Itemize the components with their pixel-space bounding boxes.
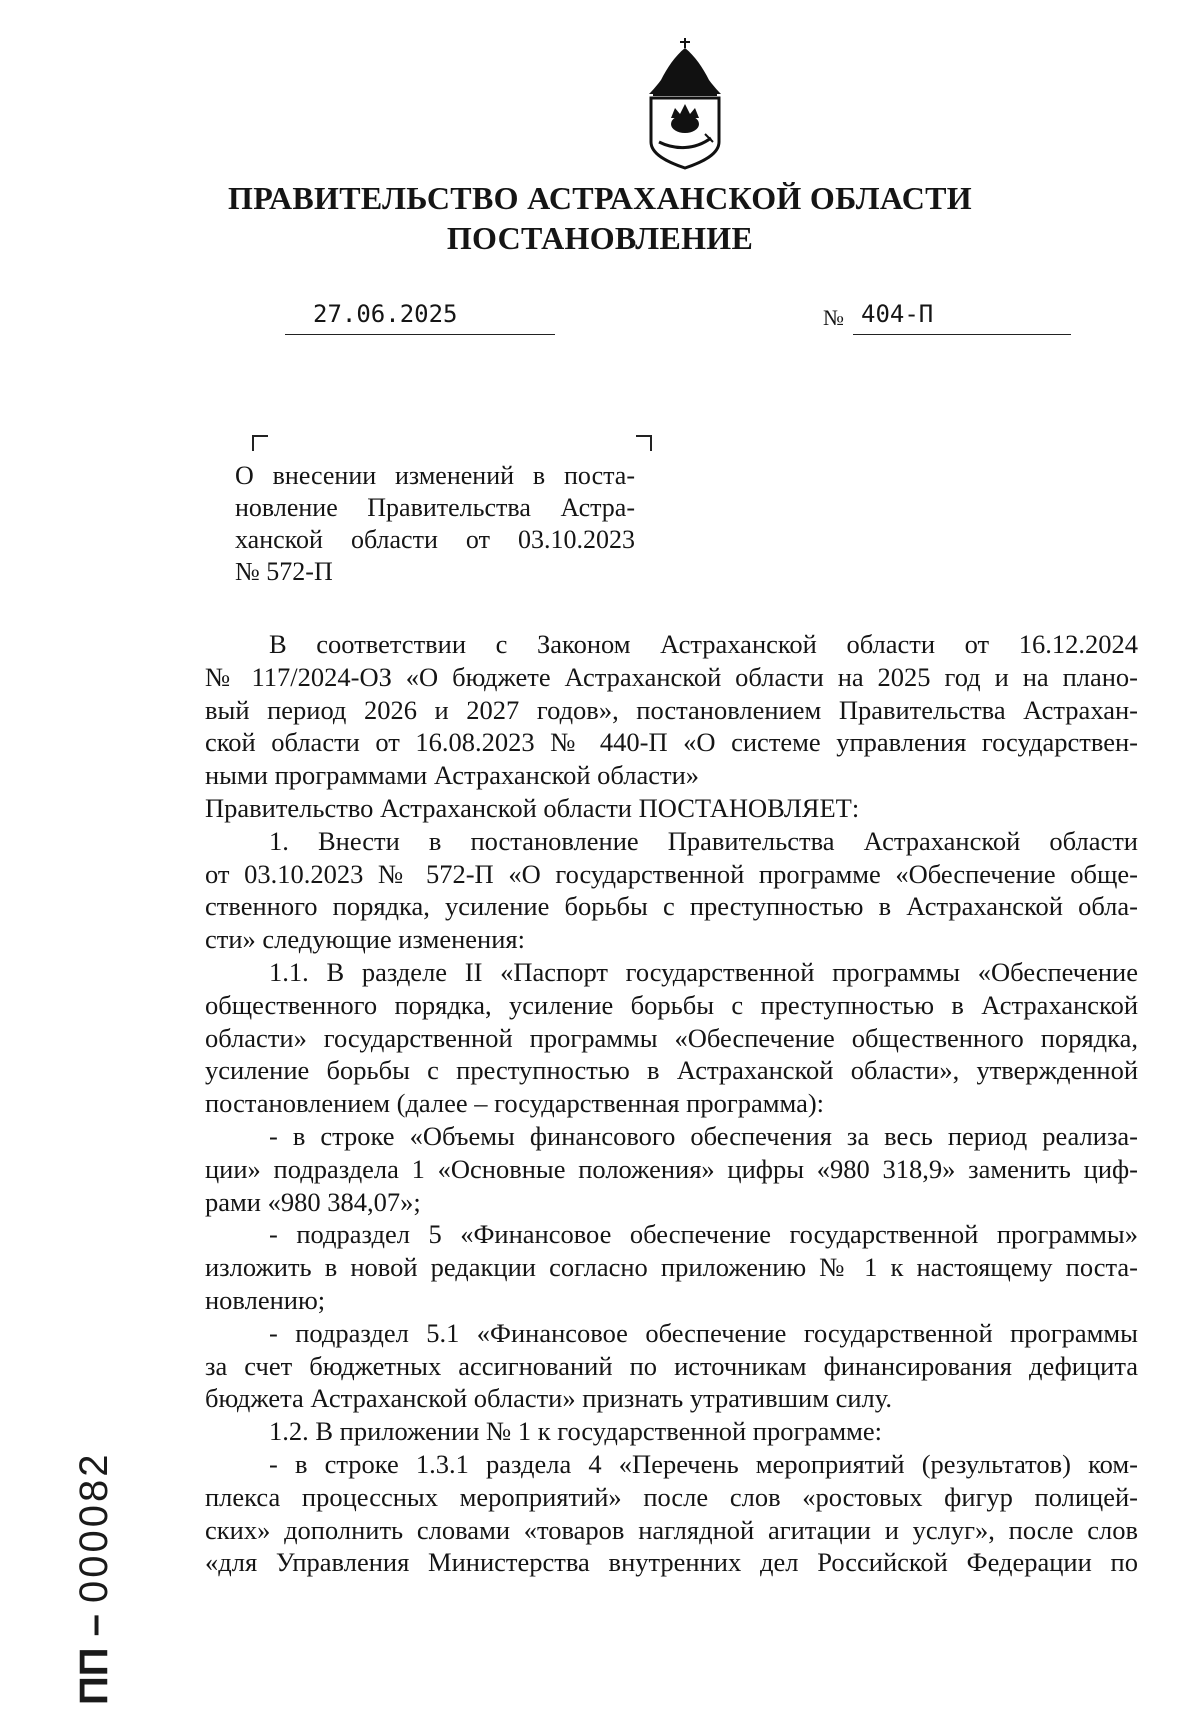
body-line: усиление борьбы с преступностью в Астраханской области», утвержденной [205,1055,1138,1086]
body-line: 1.2. В приложении № 1 к государственной программе: [269,1416,882,1447]
body-line: В соответствии с Законом Астраханской области от 16.12.2024 [269,629,1138,659]
stamp-prefix: ПП – [72,1614,116,1705]
serial-stamp-text [72,1452,117,1705]
subject-line: ханской области от 03.10.2023 [235,525,635,554]
body-line: вый период 2026 и 2027 годов», постановлением Правительства Астрахан- [205,694,1138,725]
body-line: ской области от 16.08.2023 № 440-П «О системе управления государствен- [205,727,1138,758]
body-line: Правительство Астраханской области ПОСТАНОВЛЯЕТ: [205,792,860,823]
body-line: новлению; [205,1284,326,1315]
body-line: за счет бюджетных ассигнований по источникам финансирования дефицита [205,1350,1138,1381]
subject-corner-left [252,435,268,451]
body-line: ции» подраздела 1 «Основные положения» цифры «980 318,9» заменить циф- [205,1153,1138,1184]
body-line: от 03.10.2023 № 572-П «О государственной программе «Обеспечение обще- [205,858,1138,889]
body-line: общественного порядка, усиление борьбы с преступностью в Астраханской [205,989,1138,1020]
body-line: изложить в новой редакции согласно приложению № 1 к настоящему поста- [205,1252,1138,1283]
body-line: 1. Внести в постановление Правительства Астраханской области [269,825,1138,856]
body-line: бюджета Астраханской области» признать утратившим силу. [205,1383,892,1414]
document-type-title: ПОСТАНОВЛЕНИЕ [446,220,754,256]
document-body [205,628,1138,1579]
number-field [853,300,1071,335]
serial-stamp [28,1451,116,1705]
stamp-serial: 000082 [72,1451,116,1604]
subject-corner-right [636,435,652,451]
subject-line: № 572-П [235,557,333,586]
body-line: области» государственной программы «Обеспечение общественного порядка, [205,1022,1138,1053]
body-line: № 117/2024-ОЗ «О бюджете Астраханской области на 2025 год и на плано- [205,661,1138,692]
body-line: сти» следующие изменения: [205,924,525,955]
body-line: - в строке «Объемы финансового обеспечения за весь период реализа- [269,1120,1138,1151]
body-line: ственного порядка, усиление борьбы с преступностью в Астраханской обла- [205,891,1138,922]
coat-of-arms-emblem [645,38,725,170]
body-line: - в строке 1.3.1 раздела 4 «Перечень мероприятий (результатов) ком- [269,1448,1138,1479]
subject-line: О внесении изменений в поста- [235,461,635,490]
date-field [285,300,555,335]
body-line: - подраздел 5 «Финансовое обеспечение государственной программы» [269,1219,1138,1250]
body-line: плекса процессных мероприятий» после слов «ростовых фигур полицей- [205,1481,1138,1512]
body-line: постановлением (далее – государственная программа): [205,1088,825,1119]
body-line: рами «980 384,07»; [205,1186,421,1217]
body-line: «для Управления Министерства внутренних дел Российской Федерации по [205,1547,1138,1578]
number-sign: № [823,305,844,330]
document-number: 404-П [861,300,934,328]
body-line: - подраздел 5.1 «Финансовое обеспечение государственной программы [269,1317,1138,1348]
body-line: ских» дополнить словами «товаров наглядной агитации и услуг», после слов [205,1514,1138,1545]
subject-block [235,460,635,588]
document-date: 27.06.2025 [313,300,458,328]
body-line: ными программами Астраханской области» [205,760,700,791]
government-title: ПРАВИТЕЛЬСТВО АСТРАХАНСКОЙ ОБЛАСТИ [228,180,972,216]
subject-line: новление Правительства Астра- [235,493,635,522]
body-line: 1.1. В разделе II «Паспорт государственной программы «Обеспечение [269,956,1138,987]
